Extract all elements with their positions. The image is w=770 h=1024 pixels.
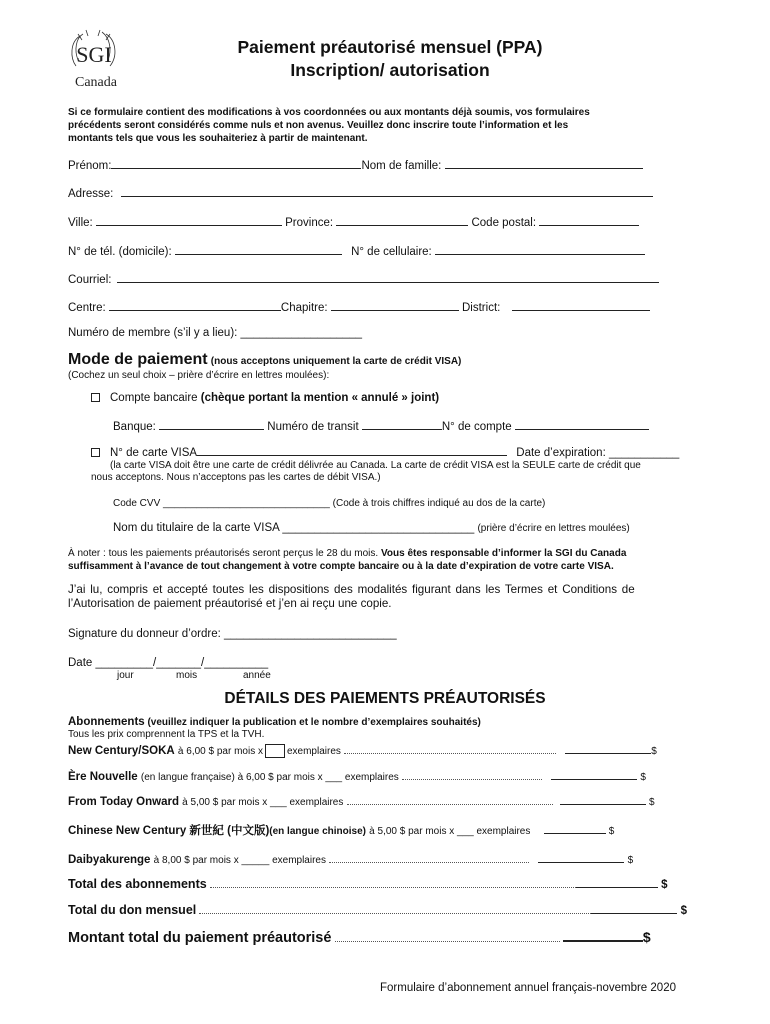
courriel-label: Courriel: bbox=[68, 274, 112, 286]
bank-label: Compte bancaire bbox=[110, 392, 198, 404]
holder-row bbox=[113, 522, 630, 534]
total-abonnements-label: Total des abonnements bbox=[68, 877, 207, 891]
field-row-adresse bbox=[68, 185, 653, 200]
visa-checkbox[interactable] bbox=[91, 448, 100, 457]
chapitre-label: Chapitre: bbox=[280, 302, 328, 314]
ville-input[interactable] bbox=[96, 214, 282, 226]
field-row-tel bbox=[68, 243, 645, 258]
item-desc: à 8,00 $ par mois x _____ exemplaires bbox=[153, 855, 326, 866]
logo-canada-text: Canada bbox=[75, 75, 117, 90]
amount-input[interactable] bbox=[560, 793, 646, 805]
dollar-sign: $ bbox=[608, 826, 615, 837]
dollar-sign: $ bbox=[680, 905, 688, 917]
total-don-row bbox=[68, 902, 687, 917]
visa-label: N° de carte VISA bbox=[110, 447, 198, 459]
agreement-line-1: J’ai lu, compris et accepté toutes les dispositions des modalités figurant dans les Termes et Conditions de bbox=[68, 583, 635, 596]
bank-bold-note: (chèque portant la mention « annulé » joint) bbox=[200, 392, 440, 404]
compte-label: N° de compte bbox=[441, 421, 512, 433]
item-daibyakurenge bbox=[68, 851, 633, 866]
item-name: New Century/SOKA bbox=[68, 745, 175, 757]
notice-normal: À noter : tous les paiements préautorisés seront perçus le 28 du mois. bbox=[68, 548, 379, 559]
abonnements-row bbox=[68, 716, 481, 728]
agreement-line-2: l’Autorisation de paiement préautorisé et j’en ai reçu une copie. bbox=[68, 597, 392, 610]
leader-dots bbox=[199, 904, 591, 914]
notice-line-1 bbox=[68, 548, 626, 559]
abonnements-label: Abonnements bbox=[68, 716, 145, 728]
total-don-input[interactable] bbox=[591, 902, 677, 914]
item-ere-nouvelle bbox=[68, 768, 646, 783]
amount-input[interactable] bbox=[544, 822, 606, 834]
total-abonnements-row bbox=[68, 876, 668, 891]
transit-input[interactable] bbox=[362, 418, 442, 430]
taxes-note: Tous les prix comprennent la TPS et la TVH. bbox=[68, 729, 265, 740]
bank-details-row bbox=[113, 418, 649, 433]
visa-note-1: (la carte VISA doit être une carte de crédit délivrée au Canada. La carte de crédit VISA est la SEULE carte de crédit que bbox=[110, 460, 641, 471]
dollar-sign: $ bbox=[642, 929, 651, 945]
item-new-century bbox=[68, 742, 657, 758]
montant-total-label: Montant total du paiement préautorisé bbox=[68, 930, 332, 946]
payment-heading: Mode de paiement bbox=[68, 351, 208, 368]
prenom-input[interactable] bbox=[111, 157, 361, 169]
visa-input[interactable] bbox=[197, 446, 507, 456]
chapitre-input[interactable] bbox=[331, 299, 459, 311]
item-name: Daibyakurenge bbox=[68, 854, 151, 866]
option-bank[interactable] bbox=[91, 392, 439, 404]
compte-input[interactable] bbox=[515, 418, 649, 430]
dollar-sign: $ bbox=[651, 746, 657, 757]
dollar-sign: $ bbox=[648, 797, 655, 808]
cell-label: N° de cellulaire: bbox=[351, 246, 432, 258]
province-input[interactable] bbox=[336, 214, 468, 226]
transit-label: Numéro de transit bbox=[267, 421, 359, 433]
district-label: District: bbox=[462, 302, 501, 314]
prenom-label: Prénom: bbox=[68, 160, 112, 172]
field-row-centre bbox=[68, 299, 650, 314]
amount-input[interactable] bbox=[565, 742, 651, 754]
footer-text: Formulaire d’abonnement annuel français-novembre 2020 bbox=[380, 982, 676, 994]
courriel-input[interactable] bbox=[117, 271, 659, 283]
total-abonnements-input[interactable] bbox=[576, 876, 658, 888]
item-desc: (en langue française) à 6,00 $ par mois x ___ exemplaires bbox=[140, 772, 399, 783]
page-subtitle: Inscription/ autorisation bbox=[290, 60, 490, 80]
item-desc: à 5,00 $ par mois x ___ exemplaires bbox=[182, 797, 344, 808]
field-row-courriel bbox=[68, 271, 659, 286]
nom-label: Nom de famille: bbox=[361, 160, 442, 172]
notice-bold-1: Vous êtes responsable d’informer la SGI du Canada bbox=[380, 548, 627, 559]
tel-label: N° de tél. (domicile): bbox=[68, 246, 172, 258]
leader-dots bbox=[402, 770, 542, 780]
intro-line-2: précédents seront considérés comme nuls et non avenus. Veuillez donc inscrire toute l’information et les bbox=[68, 120, 569, 131]
tel-input[interactable] bbox=[175, 243, 342, 255]
cvv-field: Code CVV ______________________________ (Code à trois chiffres indiqué au dos de la carte) bbox=[113, 498, 546, 509]
item-chinese-new-century bbox=[68, 822, 614, 838]
details-heading: DÉTAILS DES PAIEMENTS PRÉAUTORISÉS bbox=[224, 690, 546, 707]
date-field: Date _________/_______/__________ bbox=[68, 657, 269, 669]
centre-label: Centre: bbox=[68, 302, 106, 314]
payment-heading-note: (nous acceptons uniquement la carte de crédit VISA) bbox=[210, 356, 462, 367]
quantity-box[interactable] bbox=[265, 744, 285, 758]
amount-input[interactable] bbox=[551, 768, 637, 780]
item-name: From Today Onward bbox=[68, 796, 179, 808]
nom-input[interactable] bbox=[445, 157, 643, 169]
code-postal-input[interactable] bbox=[539, 214, 639, 226]
date-annee: année bbox=[243, 670, 271, 681]
item-name: Ère Nouvelle bbox=[68, 771, 138, 783]
item-name-2: (en langue chinoise) bbox=[269, 826, 366, 837]
leader-dots bbox=[335, 932, 560, 942]
holder-note: (prière d’écrire en lettres moulées) bbox=[477, 523, 630, 534]
page-title: Paiement préautorisé mensuel (PPA) bbox=[237, 37, 543, 57]
dollar-sign: $ bbox=[640, 772, 646, 783]
total-don-label: Total du don mensuel bbox=[68, 903, 197, 917]
logo-sgi-text: SGI bbox=[76, 42, 112, 67]
intro-line-3: montants tels que vous les souhaiteriez à partir de maintenant. bbox=[68, 133, 368, 144]
payment-heading-row bbox=[68, 351, 461, 369]
item-desc: à 5,00 $ par mois x ___ exemplaires bbox=[369, 826, 531, 837]
ville-label: Ville: bbox=[68, 217, 93, 229]
item-desc: à 6,00 $ par mois x bbox=[177, 746, 263, 757]
banque-label: Banque: bbox=[113, 421, 156, 433]
amount-input[interactable] bbox=[538, 851, 624, 863]
holder-field: Nom du titulaire de la carte VISA ______________________________ bbox=[113, 522, 475, 534]
visa-note-2: nous acceptons. Nous n’acceptons pas les cartes de débit VISA.) bbox=[91, 472, 381, 483]
adresse-input[interactable] bbox=[121, 185, 653, 197]
banque-input[interactable] bbox=[159, 418, 264, 430]
leader-dots bbox=[344, 744, 556, 754]
field-row-name bbox=[68, 157, 643, 172]
signature-field: Signature du donneur d’ordre: ___________________________ bbox=[68, 628, 397, 640]
centre-input[interactable] bbox=[109, 299, 281, 311]
date-mois: mois bbox=[176, 670, 198, 681]
leader-dots bbox=[329, 853, 529, 863]
item-name: Chinese New Century 新世紀 (中文版) bbox=[68, 825, 270, 837]
dollar-sign: $ bbox=[661, 879, 668, 891]
montant-total-input[interactable] bbox=[563, 929, 643, 942]
bank-checkbox[interactable] bbox=[91, 393, 100, 402]
membre-field: Numéro de membre (s’il y a lieu): ___________________ bbox=[68, 327, 363, 339]
intro-line-1: Si ce formulaire contient des modifications à vos coordonnées ou aux montants déjà soumis, vos formulaires bbox=[68, 107, 590, 118]
leader-dots bbox=[210, 878, 576, 888]
code-postal-label: Code postal: bbox=[471, 217, 537, 229]
province-label: Province: bbox=[285, 217, 334, 229]
field-row-ville bbox=[68, 214, 639, 229]
leader-dots bbox=[347, 795, 553, 805]
cell-input[interactable] bbox=[435, 243, 645, 255]
expiration-field: Date d’expiration: ___________ bbox=[516, 447, 680, 459]
dollar-sign: $ bbox=[627, 855, 634, 866]
notice-bold-2: suffisamment à l’avance de tout changement à votre compte bancaire ou à la date d’expiration de votre carte VISA. bbox=[68, 561, 614, 572]
item-from-today bbox=[68, 793, 655, 808]
district-input[interactable] bbox=[512, 299, 650, 311]
option-visa[interactable] bbox=[91, 446, 679, 459]
payment-subnote: (Cochez un seul choix – prière d’écrire en lettres moulées): bbox=[68, 370, 330, 381]
date-jour: jour bbox=[117, 670, 134, 681]
item-ex: exemplaires bbox=[286, 746, 341, 757]
sgi-canada-logo bbox=[66, 28, 136, 90]
adresse-label: Adresse: bbox=[68, 188, 114, 200]
montant-total-row bbox=[68, 929, 651, 946]
abonnements-note: (veuillez indiquer la publication et le nombre d’exemplaires souhaités) bbox=[147, 717, 481, 728]
